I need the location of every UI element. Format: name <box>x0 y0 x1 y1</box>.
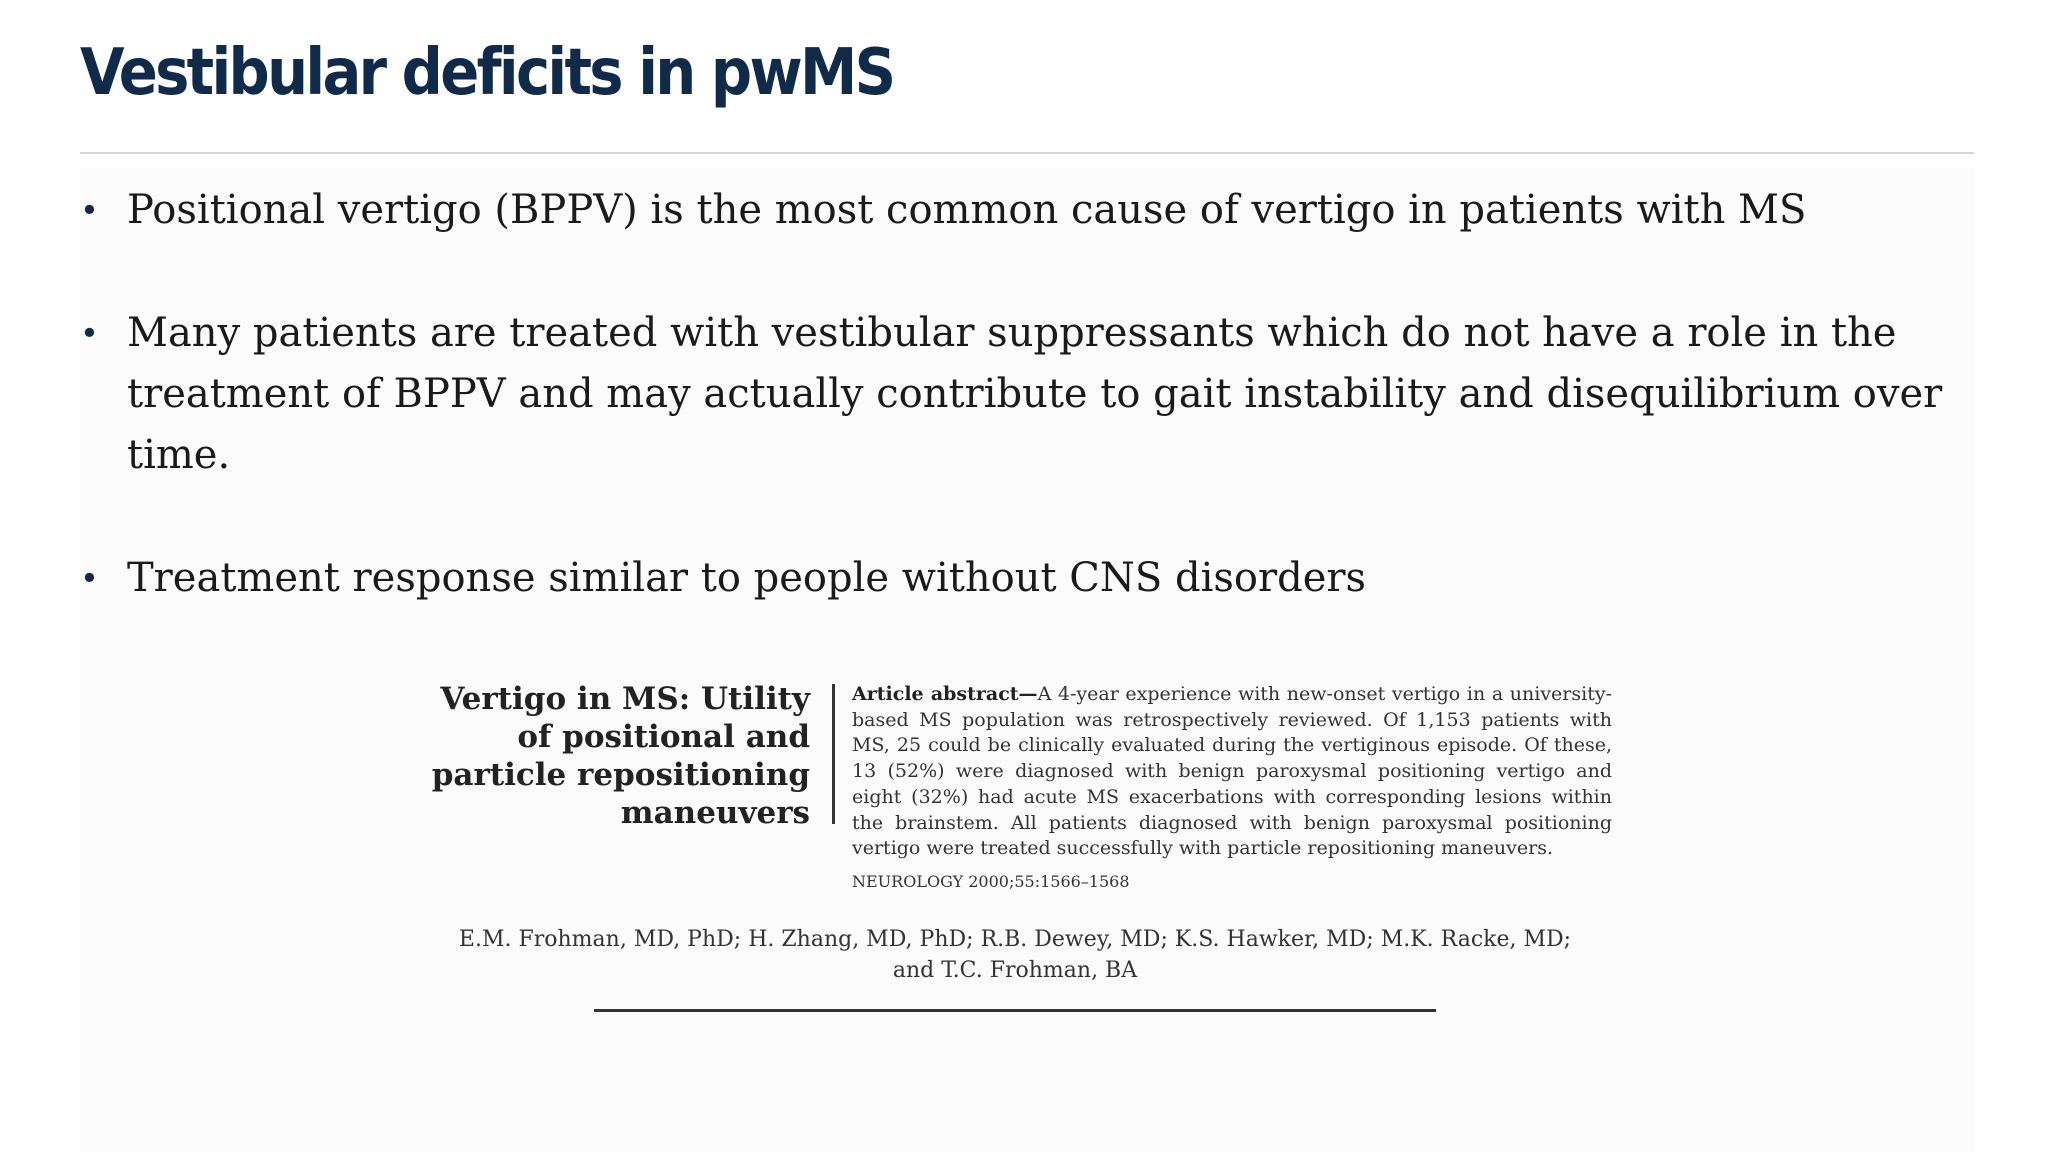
bullet-list <box>80 180 1970 671</box>
article-abstract <box>852 682 1612 862</box>
bullet-item <box>80 303 1970 486</box>
article-abstract-lead: Article abstract— <box>852 683 1038 705</box>
bullet-item <box>80 548 1970 609</box>
article-abstract-body: A 4-year experience with new-onset vertigo in a university-based MS population was retrospectively reviewed. Of 1,153 patients with MS, 25 could be clinically evaluated during the vertiginous episode. Of these, 13 (52%) were diagnosed with benign paroxysmal positioning vertigo and eight (32%) had acute MS exacerbations with corresponding lesions within the brainstem. All patients diagnosed with benign paroxysmal positioning vertigo were treated successfully with particle repositioning maneuvers. <box>852 683 1612 860</box>
title-divider <box>80 152 1974 154</box>
article-title: Vertigo in MS: Utility of positional and particle repositioning maneuvers <box>431 681 810 831</box>
article-authors <box>450 924 1580 986</box>
bullet-marker: • <box>80 314 99 352</box>
article-bottom-rule <box>594 1009 1436 1012</box>
bullet-text: Treatment response similar to people without CNS disorders <box>127 555 1367 601</box>
article-authors-line: and T.C. Frohman, BA <box>892 958 1138 983</box>
bullet-marker: • <box>80 191 99 229</box>
slide-title: Vestibular deficits in pwMS <box>80 36 894 110</box>
bullet-item <box>80 180 1970 241</box>
article-excerpt-image <box>430 676 1630 1016</box>
article-authors-line: E.M. Frohman, MD, PhD; H. Zhang, MD, PhD; R.B. Dewey, MD; K.S. Hawker, MD; M.K. Racke, MD; <box>458 927 1572 952</box>
article-title-divider <box>832 684 835 824</box>
bullet-text: Many patients are treated with vestibular suppressants which do not have a role in the treatment of BPPV and may actually contribute to gait instability and disequilibrium over time. <box>127 310 1943 478</box>
bullet-text: Positional vertigo (BPPV) is the most common cause of vertigo in patients with MS <box>127 187 1807 233</box>
article-citation: NEUROLOGY 2000;55:1566–1568 <box>852 872 1130 891</box>
bullet-marker: • <box>80 559 99 597</box>
